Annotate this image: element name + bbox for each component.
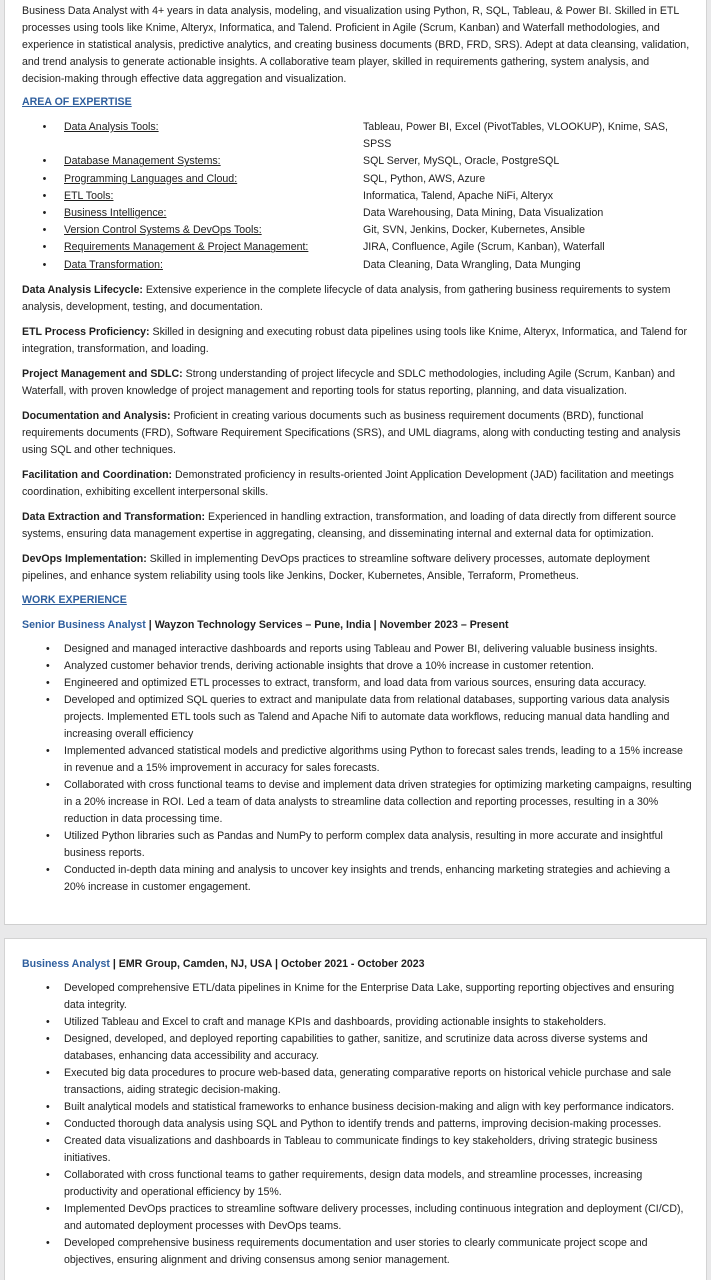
skill-text: Experienced in handling extraction, transformation, and loading of data directly from different source systems, ensuring data management expertise in aggregating, cleansing, and disseminating internal and external data for optimization. [22, 510, 676, 540]
bullet-text: Built analytical models and statistical frameworks to enhance business decision-making and align with key performance indicators. [64, 1101, 675, 1113]
expertise-value: Data Warehousing, Data Mining, Data Visualization [363, 207, 604, 220]
list-item [22, 692, 692, 743]
skill-text: Demonstrated proficiency in results-oriented Joint Application Development (JAD) facilitation and meetings coordination, exhibiting excellent interpersonal skills. [22, 468, 674, 498]
bullet: • [46, 1033, 50, 1045]
bullet: • [46, 1067, 50, 1079]
job-role: Business Analyst [22, 958, 110, 970]
job-details: | Wayzon Technology Services – Pune, India | November 2023 – Present [145, 618, 509, 631]
job-details: | EMR Group, Camden, NJ, USA | October 2021 - October 2023 [109, 958, 425, 970]
list-item [22, 1167, 692, 1201]
professional-summary: Business Data Analyst with 4+ years in data analysis, modeling, and visualization using Python, R, SQL, Tableau, & Power BI. Skilled in ETL processes using tools like Knime, Alteryx, Informatica, and Talend. Proficient in Agile (Scrum, Kanban) and Waterfall methodologies, and experience in statistical analysis, predictive analytics, and creating business documents (BRD, FRD, SRS). Adept at data cleansing, validation, and trend analysis to generate actionable insights. A collaborative team player, skilled in requirements gathering, system analysis, and decision-making through effective data aggregation and visualization. [22, 5, 690, 85]
expertise-row [22, 205, 692, 222]
bullet: • [42, 241, 47, 254]
bullet: • [42, 189, 47, 202]
expertise-category: Database Management Systems: [64, 155, 221, 168]
expertise-category: ETL Tools: [64, 189, 114, 202]
skill-paragraph [22, 282, 692, 316]
list-item [22, 862, 692, 896]
bullet-text: Conducted thorough data analysis using SQL and Python to identify trends and patterns, improving decision-making processes. [64, 1118, 662, 1130]
bullet-text: Collaborated with cross functional teams to gather requirements, design data models, and streamline processes, increasing productivity and operational efficiency by 15%. [64, 1169, 643, 1198]
skill-label: DevOps Implementation: [22, 552, 147, 565]
job-role: Senior Business Analyst [22, 618, 146, 631]
bullet-text: Developed comprehensive business requirements documentation and user stories to clearly communicate project scope and objectives, ensuring alignment and driving consensus among senior management. [64, 1237, 648, 1266]
expertise-row [22, 222, 692, 239]
list-item [22, 1116, 692, 1133]
expertise-value: SQL Server, MySQL, Oracle, PostgreSQL [363, 155, 560, 168]
skill-text: Skilled in implementing DevOps practices to streamline software delivery processes, automate deployment pipelines, and enhance system reliability using tools like Jenkins, Docker, Kubernetes, Ansible, Terraform, Prometheus. [22, 552, 650, 582]
skill-paragraph [22, 509, 692, 543]
expertise-value: Informatica, Talend, Apache NiFi, Alteryx [363, 189, 553, 202]
skill-label: Data Analysis Lifecycle: [22, 283, 143, 296]
skill-text: Proficient in creating various documents such as business requirement documents (BRD), functional requirements documents (FRD), Software Requirement Specifications (SRS), and UML diagrams, along with conducting testing and analysis using SQL and other techniques. [22, 409, 681, 456]
list-item [22, 675, 692, 692]
expertise-value: JIRA, Confluence, Agile (Scrum, Kanban), Waterfall [363, 241, 605, 254]
list-item [22, 1099, 692, 1116]
bullet-text: Engineered and optimized ETL processes to extract, transform, and load data from various sources, ensuring data accuracy. [64, 676, 647, 689]
list-item [22, 658, 692, 675]
list-item [22, 980, 692, 1014]
bullet: • [46, 1118, 50, 1130]
skill-paragraph [22, 551, 692, 585]
bullet: • [46, 982, 50, 994]
skill-label: Facilitation and Coordination: [22, 468, 173, 481]
bullet-text: Designed and managed interactive dashboards and reports using Tableau and Power BI, delivering valuable business insights. [64, 642, 658, 655]
expertise-category: Data Transformation: [64, 258, 163, 271]
expertise-category: Business Intelligence: [64, 207, 167, 220]
skill-paragraph [22, 324, 692, 358]
job-bullets [22, 980, 692, 1269]
bullet-text: Developed and optimized SQL queries to extract and manipulate data from relational databases, supporting various data analysis projects. Implemented ETL tools such as Talend and Apache Nifi to automate data workflows, reducing manual data handling and increasing overall efficiency [64, 693, 670, 740]
skill-label: Documentation and Analysis: [22, 409, 171, 422]
list-item [22, 1235, 692, 1269]
expertise-row [22, 257, 692, 274]
expertise-list [22, 119, 692, 274]
bullet: • [42, 207, 47, 220]
skill-label: ETL Process Proficiency: [22, 325, 150, 338]
bullet: • [46, 778, 50, 791]
list-item [22, 1201, 692, 1235]
list-item [22, 743, 692, 777]
bullet-text: Implemented DevOps practices to streamline software delivery processes, including continuous integration and deployment (CI/CD), and automated deployment processes with DevOps teams. [64, 1203, 684, 1232]
job-bullets [22, 641, 692, 896]
bullet-text: Utilized Python libraries such as Pandas and NumPy to perform complex data analysis, resulting in more accurate and insightful business reports. [64, 829, 663, 859]
job-header [22, 956, 692, 973]
expertise-value: SQL, Python, AWS, Azure [363, 172, 486, 185]
bullet-text: Designed, developed, and deployed reporting capabilities to gather, sanitize, and scrutinize data across diverse systems and databases, enhancing data accessibility and accuracy. [64, 1033, 648, 1062]
expertise-value: Data Cleaning, Data Wrangling, Data Munging [363, 258, 581, 271]
expertise-row [22, 153, 692, 170]
bullet-text: Developed comprehensive ETL/data pipelines in Knime for the Enterprise Data Lake, supporting reporting objectives and ensuring data integrity. [64, 982, 675, 1011]
expertise-category: Version Control Systems & DevOps Tools: [64, 224, 262, 237]
bullet: • [46, 642, 50, 655]
bullet: • [46, 693, 50, 706]
bullet-text: Created data visualizations and dashboards in Tableau to communicate findings to key stakeholders, driving strategic business initiatives. [64, 1135, 658, 1164]
skill-label: Data Extraction and Transformation: [22, 510, 206, 523]
list-item [22, 828, 692, 862]
skill-text: Skilled in designing and executing robust data pipelines using tools like Knime, Alteryx, Informatica, and Talend for integration, transformation, and loading. [22, 325, 688, 355]
skill-paragraph [22, 408, 692, 459]
expertise-heading: AREA OF EXPERTISE [22, 96, 132, 108]
expertise-category: Data Analysis Tools: [64, 121, 159, 133]
bullet: • [46, 1203, 50, 1215]
bullet: • [46, 863, 50, 876]
work-experience-heading: WORK EXPERIENCE [22, 593, 127, 606]
list-item [22, 777, 692, 828]
expertise-row [22, 239, 692, 256]
bullet: • [46, 659, 50, 672]
bullet: • [46, 829, 50, 842]
list-item [22, 1014, 692, 1031]
expertise-value: Tableau, Power BI, Excel (PivotTables, VLOOKUP), Knime, SAS, SPSS [363, 121, 668, 151]
expertise-row [22, 188, 692, 205]
bullet-text: Conducted in-depth data mining and analysis to uncover key insights and trends, enhancing marketing strategies and achieving a 20% increase in customer engagement. [64, 863, 670, 893]
bullet: • [42, 258, 47, 271]
expertise-row [22, 119, 692, 153]
bullet-text: Implemented advanced statistical models and predictive algorithms using Python to forecast sales trends, leading to a 15% increase in revenue and a 15% improvement in accuracy for sales forecasts. [64, 744, 683, 774]
resume-page-1 [4, 0, 707, 925]
bullet: • [46, 744, 50, 757]
bullet: • [46, 1169, 50, 1181]
skill-paragraph [22, 467, 692, 501]
resume-page-2 [4, 938, 707, 1280]
bullet: • [46, 1135, 50, 1147]
bullet: • [42, 155, 47, 168]
bullet-text: Analyzed customer behavior trends, deriving actionable insights that drove a 10% increase in customer retention. [64, 659, 594, 672]
expertise-category: Requirements Management & Project Management: [64, 241, 309, 254]
list-item [22, 1065, 692, 1099]
skill-label: Project Management and SDLC: [22, 367, 183, 380]
bullet: • [42, 224, 47, 237]
bullet: • [46, 1237, 50, 1249]
bullet: • [46, 676, 50, 689]
skill-text: Extensive experience in the complete lifecycle of data analysis, from gathering business requirements to system analysis, development, testing, and documentation. [22, 283, 671, 313]
job-header [22, 617, 692, 634]
bullet-text: Utilized Tableau and Excel to craft and manage KPIs and dashboards, providing actionable insights to stakeholders. [64, 1016, 607, 1028]
expertise-value: Git, SVN, Jenkins, Docker, Kubernetes, Ansible [363, 224, 585, 237]
skill-text: Strong understanding of project lifecycle and SDLC methodologies, including Agile (Scrum, Kanban) and Waterfall, with proven knowledge of project management and reporting tools for status reporting, planning, and data visualization. [22, 367, 676, 397]
bullet: • [42, 121, 47, 133]
list-item [22, 1031, 692, 1065]
bullet: • [46, 1101, 50, 1113]
bullet-text: Executed big data procedures to procure web-based data, generating comparative reports on historical vehicle purchase and sale transactions, aiding strategic decision-making. [64, 1067, 672, 1096]
expertise-row [22, 171, 692, 188]
bullet: • [42, 172, 47, 185]
bullet-text: Collaborated with cross functional teams to devise and implement data driven strategies for optimizing marketing campaigns, resulting in a 20% increase in ROI. Led a team of data analysts to streamline data collection and reporting processes, resulting in a 30% reduction in data processing time. [64, 778, 692, 825]
expertise-category: Programming Languages and Cloud: [64, 172, 238, 185]
bullet: • [46, 1016, 50, 1028]
list-item [22, 1133, 692, 1167]
skill-paragraph [22, 366, 692, 400]
list-item [22, 641, 692, 658]
